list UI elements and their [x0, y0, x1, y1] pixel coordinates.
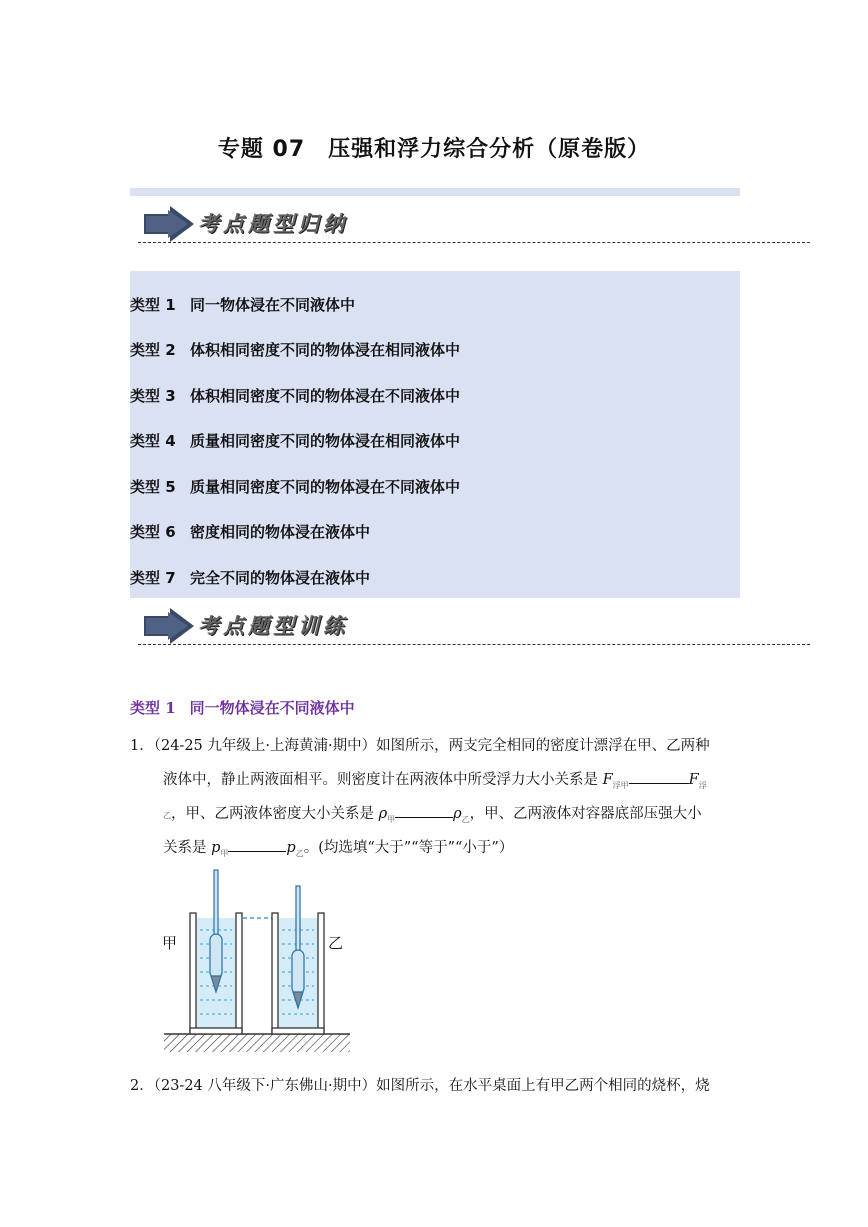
training-section-title: 考点题型训练 [198, 613, 348, 638]
figure-label-yi: 乙 [328, 934, 344, 952]
figure-label-jia: 甲 [162, 934, 178, 952]
type-item-3: 类型 3 体积相同密度不同的物体浸在不同液体中 [130, 387, 461, 405]
arrow-right-icon [144, 206, 194, 242]
type-item-6: 类型 6 密度相同的物体浸在液体中 [130, 523, 371, 541]
summary-section-header [130, 200, 810, 250]
answer-blank[interactable] [629, 769, 689, 784]
type-item-2: 类型 2 体积相同密度不同的物体浸在相同液体中 [130, 341, 461, 359]
type-item-1: 类型 1 同一物体浸在不同液体中 [130, 296, 356, 314]
training-section-header [130, 602, 810, 652]
question-1-line-3: 乙，甲、乙两液体密度大小关系是 $\rho_甲$ $\rho_乙$，甲、乙两液体对容器底部压强大小 [163, 802, 702, 825]
question-1-line-1: 1．（24-25 九年级上·上海黄浦·期中）如图所示，两支完全相同的密度计漂浮在甲、乙两种 [130, 738, 710, 754]
section-divider [138, 242, 810, 243]
section-divider [138, 644, 810, 645]
answer-blank[interactable] [228, 837, 286, 852]
hydrometer-diagram [150, 868, 360, 1058]
answer-blank[interactable] [395, 803, 453, 818]
summary-section-title: 考点题型归纳 [198, 211, 348, 236]
subsection-heading: 类型 1 同一物体浸在不同液体中 [130, 699, 355, 717]
type-item-7: 类型 7 完全不同的物体浸在液体中 [130, 569, 371, 587]
type-item-5: 类型 5 质量相同密度不同的物体浸在不同液体中 [130, 478, 461, 496]
page-title: 专题 07 压强和浮力综合分析（原卷版） [217, 137, 651, 162]
question-2-line-1: 2．（23-24 八年级下·广东佛山·期中）如图所示，在水平桌面上有甲乙两个相同的烧杯，烧 [130, 1078, 710, 1094]
question-1-line-4: 关系是 $p_甲$ $p_乙$。(均选填“大于”“等于”“小于”） [163, 836, 513, 859]
question-1-line-2: 液体中，静止两液面相平。则密度计在两液体中所受浮力大小关系是 $F_{浮甲}$ $F_浮$ [163, 768, 707, 791]
type-item-4: 类型 4 质量相同密度不同的物体浸在相同液体中 [130, 432, 461, 450]
hydrometer-figure [150, 868, 360, 1058]
arrow-right-icon [144, 608, 194, 644]
summary-band-top [130, 188, 740, 196]
types-list [130, 271, 740, 598]
